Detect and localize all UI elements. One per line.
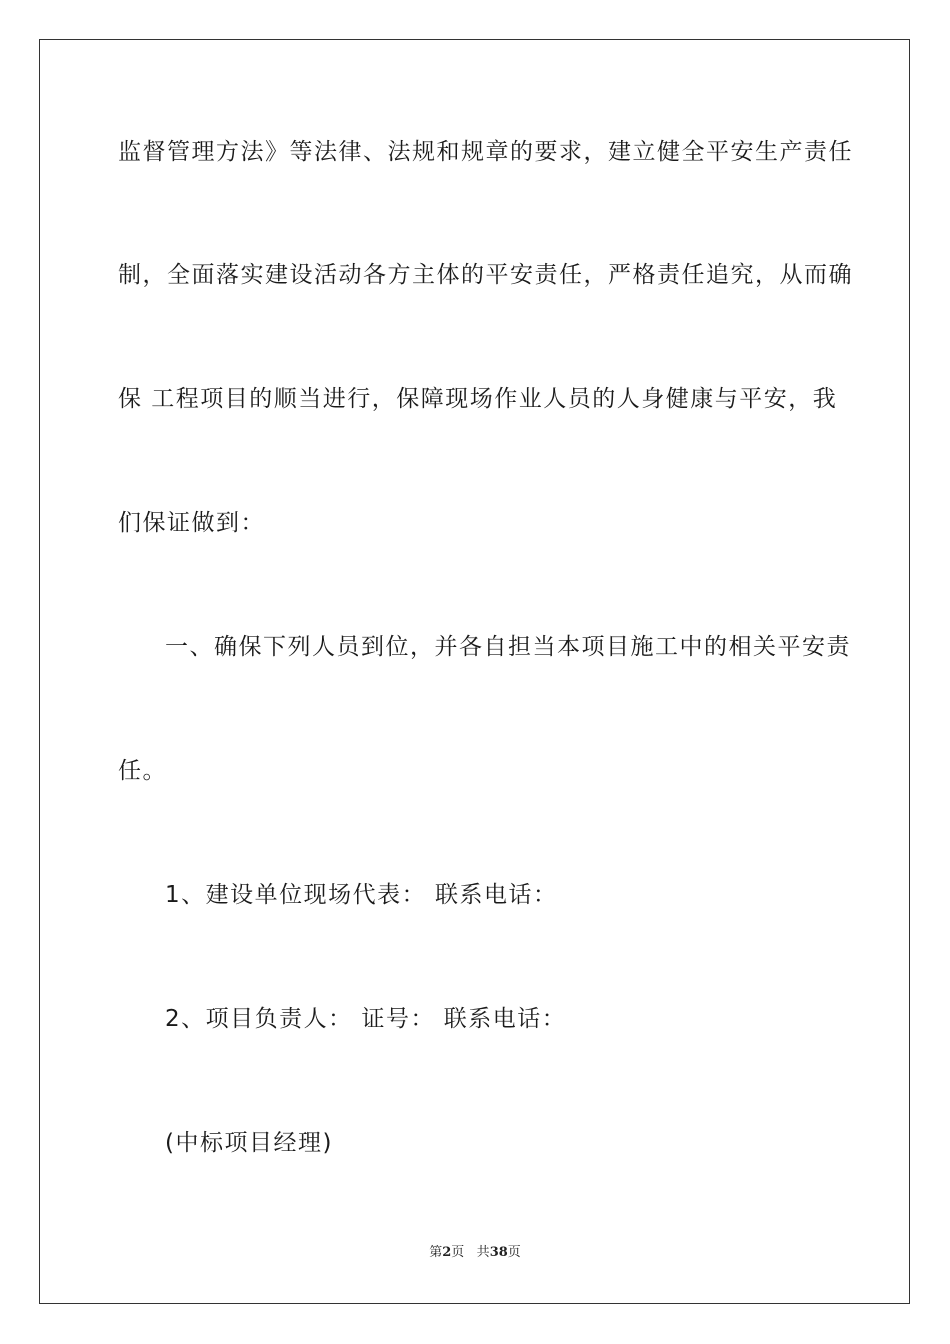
section-heading-1: 一、确保下列人员到位，并各自担当本项目施工中的相关平安责 bbox=[165, 634, 851, 660]
body-line-3: 保 工程项目的顺当进行，保障现场作业人员的人身健康与平安，我 bbox=[118, 386, 838, 412]
footer-page-suffix: 页 bbox=[451, 1245, 465, 1260]
body-line-6: 任。 bbox=[118, 758, 167, 784]
footer-total-prefix: 共 bbox=[476, 1245, 490, 1260]
footer-total-suffix: 页 bbox=[507, 1245, 521, 1260]
body-line-4: 们保证做到： bbox=[118, 510, 265, 536]
footer-page-number: 2 bbox=[442, 1245, 452, 1260]
footer-prefix: 第 bbox=[429, 1245, 443, 1260]
page-footer bbox=[0, 1245, 950, 1261]
list-item-2: 2、项目负责人： 证号： 联系电话： bbox=[165, 1006, 567, 1032]
footer-total-pages: 38 bbox=[489, 1245, 508, 1260]
body-line-1: 监督管理方法》等法律、法规和规章的要求，建立健全平安生产责任 bbox=[118, 139, 853, 165]
body-line-2: 制，全面落实建设活动各方主体的平安责任，严格责任追究，从而确 bbox=[118, 262, 853, 288]
note-line: (中标项目经理) bbox=[165, 1130, 333, 1156]
list-item-1: 1、建设单位现场代表： 联系电话： bbox=[165, 882, 558, 908]
page-border bbox=[39, 39, 910, 1304]
